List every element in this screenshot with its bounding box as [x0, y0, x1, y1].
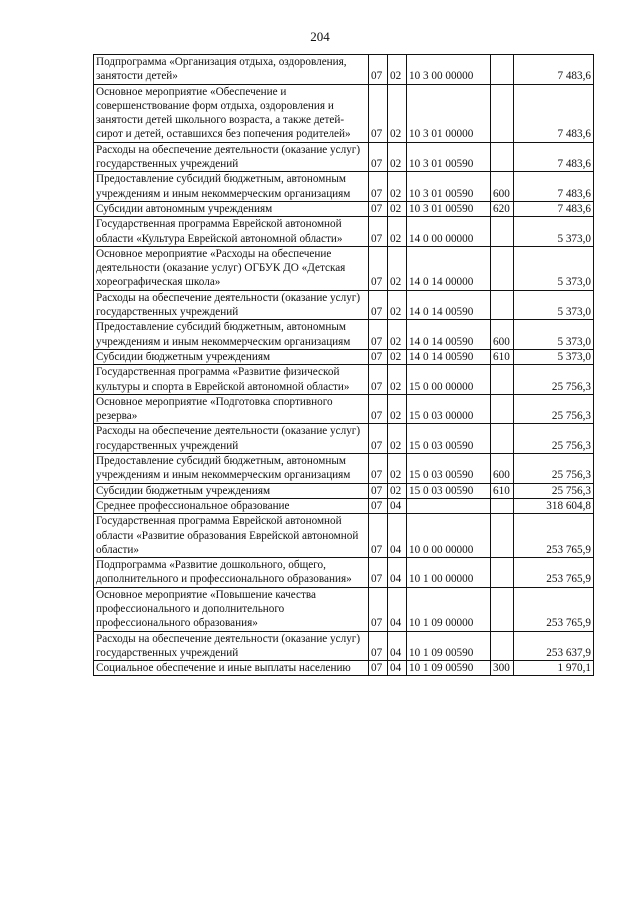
section-code: 07 [369, 483, 388, 498]
amount: 253 765,9 [514, 587, 594, 631]
subsection-code: 02 [388, 55, 407, 85]
subsection-code: 02 [388, 365, 407, 395]
subsection-code: 04 [388, 661, 407, 676]
target-article-code: 10 3 01 00590 [407, 172, 491, 202]
row-name: Подпрограмма «Развитие дошкольного, общего, дополнительного и профессионального образования» [94, 558, 369, 588]
section-code: 07 [369, 631, 388, 661]
expense-type-code: 610 [491, 349, 514, 364]
subsection-code: 02 [388, 454, 407, 484]
table-row [94, 498, 594, 513]
target-article-code: 14 0 00 00000 [407, 217, 491, 247]
row-name: Подпрограмма «Организация отдыха, оздоровления, занятости детей» [94, 55, 369, 85]
section-code: 07 [369, 290, 388, 320]
amount: 5 373,0 [514, 320, 594, 350]
amount: 7 483,6 [514, 142, 594, 172]
row-name: Основное мероприятие «Повышение качества профессионального и дополнительного профессионального образования» [94, 587, 369, 631]
section-code: 07 [369, 454, 388, 484]
row-name: Расходы на обеспечение деятельности (оказание услуг) государственных учреждений [94, 142, 369, 172]
target-article-code: 10 1 09 00000 [407, 587, 491, 631]
table-row [94, 246, 594, 290]
row-name: Государственная программа Еврейской автономной области «Развитие образования Еврейской автономной области» [94, 514, 369, 558]
row-name: Предоставление субсидий бюджетным, автономным учреждениям и иным некоммерческим организациям [94, 454, 369, 484]
subsection-code: 04 [388, 514, 407, 558]
row-name: Расходы на обеспечение деятельности (оказание услуг) государственных учреждений [94, 631, 369, 661]
target-article-code [407, 498, 491, 513]
section-code: 07 [369, 498, 388, 513]
subsection-code: 02 [388, 217, 407, 247]
subsection-code: 02 [388, 349, 407, 364]
expense-type-code [491, 84, 514, 142]
section-code: 07 [369, 172, 388, 202]
amount: 25 756,3 [514, 394, 594, 424]
expense-type-code: 600 [491, 454, 514, 484]
section-code: 07 [369, 424, 388, 454]
target-article-code: 10 3 01 00590 [407, 201, 491, 216]
amount: 253 765,9 [514, 514, 594, 558]
amount: 5 373,0 [514, 246, 594, 290]
target-article-code: 10 3 00 00000 [407, 55, 491, 85]
page-number: 204 [310, 29, 330, 44]
row-name: Субсидии автономным учреждениям [94, 201, 369, 216]
section-code: 07 [369, 246, 388, 290]
subsection-code: 02 [388, 142, 407, 172]
subsection-code: 02 [388, 172, 407, 202]
section-code: 07 [369, 394, 388, 424]
section-code: 07 [369, 217, 388, 247]
target-article-code: 10 1 09 00590 [407, 661, 491, 676]
row-name: Социальное обеспечение и иные выплаты населению [94, 661, 369, 676]
table-row [94, 454, 594, 484]
section-code: 07 [369, 587, 388, 631]
table-row [94, 290, 594, 320]
row-name: Предоставление субсидий бюджетным, автономным учреждениям и иным некоммерческим организациям [94, 320, 369, 350]
row-name: Среднее профессиональное образование [94, 498, 369, 513]
table-row [94, 320, 594, 350]
table-row [94, 631, 594, 661]
section-code: 07 [369, 320, 388, 350]
budget-table [93, 54, 594, 676]
target-article-code: 15 0 03 00590 [407, 454, 491, 484]
row-name: Основное мероприятие «Обеспечение и совершенствование форм отдыха, оздоровления и занятости детей школьного возраста, а также детей-сирот и детей, оставшихся без попечения родителей» [94, 84, 369, 142]
subsection-code: 02 [388, 201, 407, 216]
amount: 25 756,3 [514, 424, 594, 454]
amount: 253 765,9 [514, 558, 594, 588]
expense-type-code [491, 424, 514, 454]
section-code: 07 [369, 558, 388, 588]
target-article-code: 10 0 00 00000 [407, 514, 491, 558]
subsection-code: 04 [388, 631, 407, 661]
expense-type-code [491, 587, 514, 631]
amount: 5 373,0 [514, 217, 594, 247]
amount: 7 483,6 [514, 172, 594, 202]
expense-type-code: 600 [491, 172, 514, 202]
amount: 5 373,0 [514, 290, 594, 320]
target-article-code: 15 0 03 00000 [407, 394, 491, 424]
expense-type-code: 620 [491, 201, 514, 216]
table-row [94, 424, 594, 454]
target-article-code: 14 0 14 00000 [407, 246, 491, 290]
target-article-code: 14 0 14 00590 [407, 349, 491, 364]
target-article-code: 10 3 01 00000 [407, 84, 491, 142]
section-code: 07 [369, 201, 388, 216]
table-row [94, 394, 594, 424]
table-row [94, 483, 594, 498]
section-code: 07 [369, 55, 388, 85]
section-code: 07 [369, 142, 388, 172]
expense-type-code [491, 631, 514, 661]
table-row [94, 84, 594, 142]
table-row [94, 587, 594, 631]
subsection-code: 04 [388, 558, 407, 588]
expense-type-code: 600 [491, 320, 514, 350]
amount: 25 756,3 [514, 483, 594, 498]
row-name: Основное мероприятие «Расходы на обеспечение деятельности (оказание услуг) ОГБУК ДО «Детская хореографическая школа» [94, 246, 369, 290]
subsection-code: 02 [388, 246, 407, 290]
target-article-code: 15 0 03 00590 [407, 424, 491, 454]
target-article-code: 10 3 01 00590 [407, 142, 491, 172]
target-article-code: 10 1 09 00590 [407, 631, 491, 661]
amount: 1 970,1 [514, 661, 594, 676]
section-code: 07 [369, 84, 388, 142]
expense-type-code [491, 365, 514, 395]
section-code: 07 [369, 661, 388, 676]
amount: 7 483,6 [514, 55, 594, 85]
subsection-code: 02 [388, 424, 407, 454]
section-code: 07 [369, 365, 388, 395]
target-article-code: 15 0 00 00000 [407, 365, 491, 395]
table-row [94, 349, 594, 364]
expense-type-code [491, 142, 514, 172]
row-name: Субсидии бюджетным учреждениям [94, 483, 369, 498]
expense-type-code [491, 498, 514, 513]
row-name: Государственная программа «Развитие физической культуры и спорта в Еврейской автономной области» [94, 365, 369, 395]
amount: 253 637,9 [514, 631, 594, 661]
subsection-code: 02 [388, 483, 407, 498]
row-name: Субсидии бюджетным учреждениям [94, 349, 369, 364]
target-article-code: 15 0 03 00590 [407, 483, 491, 498]
expense-type-code: 610 [491, 483, 514, 498]
expense-type-code [491, 290, 514, 320]
expense-type-code [491, 514, 514, 558]
table-row [94, 55, 594, 85]
table-row [94, 217, 594, 247]
amount: 25 756,3 [514, 365, 594, 395]
subsection-code: 02 [388, 320, 407, 350]
target-article-code: 14 0 14 00590 [407, 290, 491, 320]
expense-type-code [491, 558, 514, 588]
table-row [94, 661, 594, 676]
table-row [94, 142, 594, 172]
row-name: Расходы на обеспечение деятельности (оказание услуг) государственных учреждений [94, 424, 369, 454]
amount: 25 756,3 [514, 454, 594, 484]
table-row [94, 365, 594, 395]
subsection-code: 02 [388, 84, 407, 142]
subsection-code: 04 [388, 587, 407, 631]
section-code: 07 [369, 514, 388, 558]
subsection-code: 02 [388, 290, 407, 320]
expense-type-code [491, 217, 514, 247]
expense-type-code [491, 394, 514, 424]
subsection-code: 04 [388, 498, 407, 513]
table-row [94, 514, 594, 558]
expense-type-code [491, 246, 514, 290]
table-row [94, 172, 594, 202]
budget-table-body [94, 55, 594, 676]
expense-type-code: 300 [491, 661, 514, 676]
section-code: 07 [369, 349, 388, 364]
row-name: Предоставление субсидий бюджетным, автономным учреждениям и иным некоммерческим организациям [94, 172, 369, 202]
amount: 7 483,6 [514, 84, 594, 142]
target-article-code: 10 1 00 00000 [407, 558, 491, 588]
row-name: Государственная программа Еврейской автономной области «Культура Еврейской автономной области» [94, 217, 369, 247]
row-name: Расходы на обеспечение деятельности (оказание услуг) государственных учреждений [94, 290, 369, 320]
target-article-code: 14 0 14 00590 [407, 320, 491, 350]
amount: 5 373,0 [514, 349, 594, 364]
amount: 318 604,8 [514, 498, 594, 513]
row-name: Основное мероприятие «Подготовка спортивного резерва» [94, 394, 369, 424]
table-row [94, 201, 594, 216]
amount: 7 483,6 [514, 201, 594, 216]
table-row [94, 558, 594, 588]
subsection-code: 02 [388, 394, 407, 424]
expense-type-code [491, 55, 514, 85]
